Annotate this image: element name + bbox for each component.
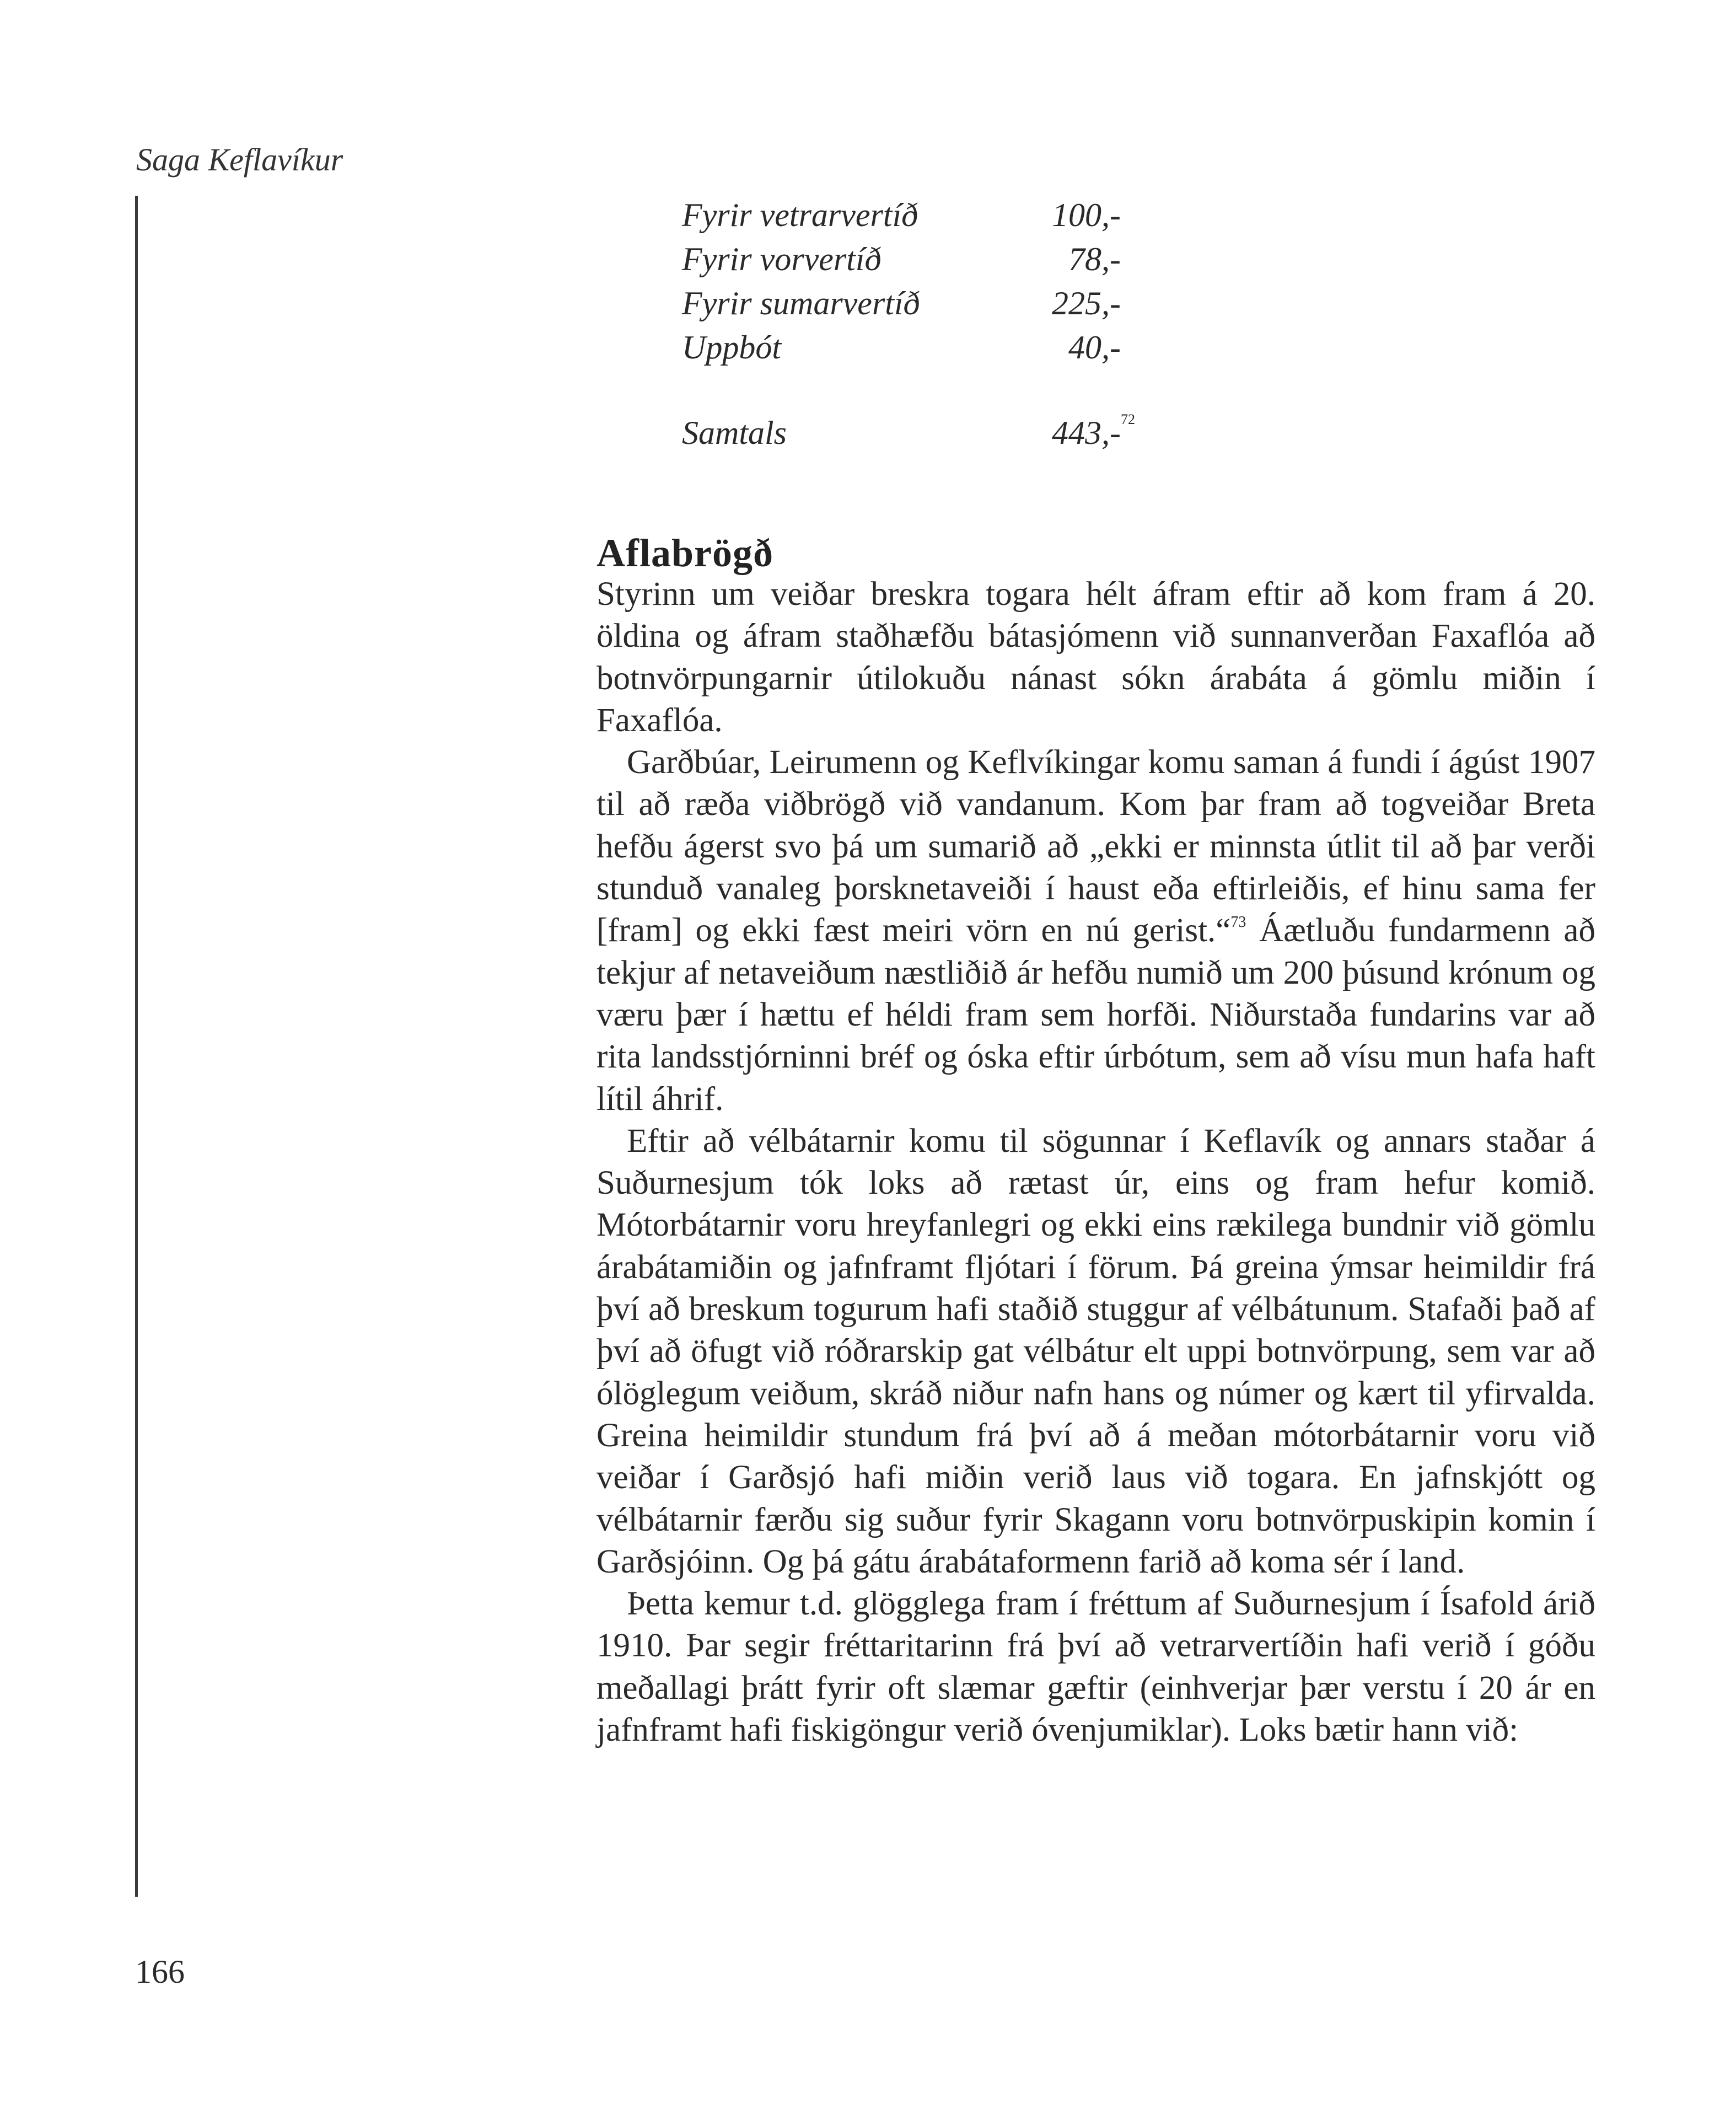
running-head: Saga Keflavíkur	[136, 142, 343, 178]
payment-label: Fyrir vorvertíð	[682, 241, 882, 277]
paragraph-3: Eftir að vélbátarnir komu til sögunnar í Keflavík og annars staðar á Suðurnesjum tók loks að rætast úr, eins og fram hefur komið. Mótorbátarnir voru hreyfanlegri og ekki eins rækilega bundnir við gömlu árabátamiðin og jafnframt fljótari í förum. Þá greina ýmsar heimildir frá því að breskum togurum hafi staðið stuggur af vélbátunum. Stafaði það af því að öfugt við róðrarskip gat vélbátur elt uppi botnvörpung, sem var að ólöglegum veiðum, skráð niður nafn hans og númer og kært til yfirvalda. Greina heimildir stundum frá því að á meðan mótorbátarnir voru við veiðar í Garðsjó hafi miðin verið laus við togara. En jafnskjótt og vélbátarnir færðu sig suður fyrir Skagann voru botnvörpuskipin komin í Garðsjóinn. Og þá gátu árabátaformenn farið að koma sér í land.	[596, 1122, 1595, 1580]
payment-label: Fyrir vetrarvertíð	[682, 197, 918, 233]
margin-rule	[135, 196, 138, 1897]
payment-label: Fyrir sumarvertíð	[682, 285, 920, 321]
payment-label: Uppbót	[682, 329, 781, 366]
paragraph-4: Þetta kemur t.d. glögglega fram í fréttum af Suðurnesjum í Ísafold árið 1910. Þar segir fréttaritarinn frá því að vetrarvertíðin hafi verið í góðu meðallagi þrátt fyrir oft slæmar gæftir (einhverjar þær verstu í 20 ár en jafnframt hafi fiskigöngur verið óvenjumiklar). Loks bætir hann við:	[596, 1585, 1595, 1749]
body-text	[596, 573, 1595, 1751]
payment-row	[682, 237, 1178, 281]
footnote-ref-73[interactable]: 73	[1230, 914, 1246, 931]
paragraph-1: Styrinn um veiðar breskra togara hélt áfram eftir að kom fram á 20. öldina og áfram staðhæfðu bátasjómenn við sunnanverðan Faxaflóa að botnvörpungarnir útilokuðu nánast sókn árabáta á gömlu miðin í Faxaflóa.	[596, 576, 1595, 739]
payment-total-row	[682, 411, 1178, 455]
payment-value: 225,-	[1052, 285, 1121, 321]
footnote-ref-72[interactable]: 72	[1121, 411, 1135, 427]
paragraph-2	[596, 742, 1595, 1120]
payment-total-value	[1052, 411, 1135, 455]
page-number: 166	[135, 1954, 185, 1990]
section-heading: Aflabrögð	[596, 531, 773, 575]
payment-total-amount: 443,-	[1052, 415, 1121, 451]
payment-row	[682, 325, 1178, 369]
paragraph-2-rest: Áætluðu fundarmenn að tekjur af netaveiðum næstliðið ár hefðu numið um 200 þúsund krónum og væru þær í hættu ef héldi fram sem horfði. Niðurstaða fundarins var að rita landsstjórninni bréf og óska eftir úrbótum, sem að vísu mun hafa haft lítil áhrif.	[596, 912, 1596, 1118]
paragraph-2-quote: Garðbúar, Leirumenn og Keflvíkingar komu saman á fundi í ágúst 1907 til að ræða viðbrögð við vandanum. Kom þar fram að togveiðar Breta hefðu ágerst svo þá um sumarið að „ekki er minnsta útlit til að þar verði stunduð vanaleg þorsknetaveiði í haust eða eftirleiðis, ef hinu sama fer [fram] og ekki fæst meiri vörn en nú gerist.“	[596, 744, 1595, 949]
payment-total-label: Samtals	[682, 415, 787, 451]
payment-value: 100,-	[1052, 197, 1121, 233]
payment-row	[682, 281, 1178, 325]
payment-row	[682, 193, 1178, 237]
payment-value: 40,-	[1068, 329, 1121, 366]
payment-value: 78,-	[1068, 241, 1121, 277]
